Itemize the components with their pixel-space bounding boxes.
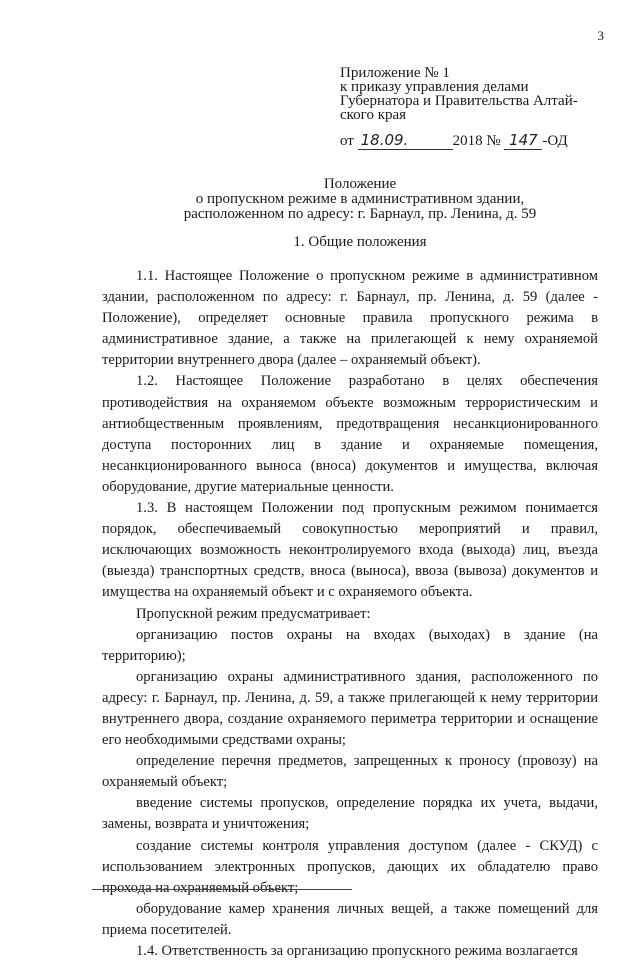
- paragraph: Пропускной режим предусматривает:: [136, 605, 371, 622]
- order-suffix: -ОД: [542, 133, 568, 149]
- order-prefix: от: [340, 133, 354, 149]
- title-line: о пропускном режиме в административном здании,: [195, 191, 525, 207]
- title-line: расположенном по адресу: г. Барнаул, пр. Ленина, д. 59: [183, 206, 537, 222]
- list-item: оборудование камер хранения личных вещей, а также помещений для приема посетителей.: [102, 900, 598, 938]
- order-date-handwritten: 18.09.: [358, 131, 453, 150]
- list-item: введение системы пропусков, определение порядка их учета, выдачи, замены, возврата и уничтожения;: [102, 795, 598, 833]
- section-heading: 1. Общие положения: [293, 234, 427, 250]
- appendix-block: [340, 66, 610, 122]
- appendix-line: ского края: [340, 107, 407, 123]
- paragraph: 1.2. Настоящее Положение разработано в целях обеспечения противодействия на охраняемом объекте возможным террористическим и антиобщественным проявлениям, предотвращения несанкционированного доступа посторонних лиц в здание и охраняемые помещения, несанкционированного выноса (вноса) документов и имущества, включая оборудование, другие материальные ценности.: [102, 373, 598, 495]
- footer-divider: [92, 889, 352, 890]
- list-item: создание системы контроля управления доступом (далее - СКУД) с использованием электронных пропусков, дающих их обладателю право прохода на охраняемый объект;: [102, 837, 598, 896]
- document-body: [102, 266, 598, 962]
- appendix-line: Приложение № 1: [340, 65, 450, 81]
- paragraph: 1.4. Ответственность за организацию пропускного режима возлагается: [136, 943, 578, 959]
- page-number: 3: [597, 28, 604, 43]
- document-title: [100, 177, 620, 222]
- title-line: Положение: [323, 176, 397, 192]
- list-item: организацию постов охраны на входах (выходах) в здание (на территорию);: [102, 626, 598, 664]
- appendix-line: к приказу управления делами: [340, 79, 529, 95]
- list-item: определение перечня предметов, запрещенных к проносу (провозу) на охраняемый объект;: [102, 753, 598, 791]
- order-year-number-label: 2018 №: [452, 133, 501, 149]
- appendix-line: Губернатора и Правительства Алтай-: [340, 93, 578, 109]
- order-number-handwritten: 147: [504, 131, 542, 150]
- paragraph: 1.1. Настоящее Положение о пропускном режиме в административном здании, расположенном по адресу: г. Барнаул, пр. Ленина, д. 59 (далее - Положение), определяет основные правила пропускного режима в административное здание, а также на прилегающей к нему охраняемой территории внутреннего двора (далее – охраняемый объект).: [102, 268, 598, 369]
- list-item: организацию охраны административного здания, расположенного по адресу: г. Барнаул, пр. Ленина, д. 59, а также прилегающей к нему территории внутреннего двора, создание охраняемого периметра территории и оснащение его необходимыми средствами охраны;: [102, 668, 598, 749]
- paragraph: 1.3. В настоящем Положении под пропускным режимом понимается порядок, обеспечиваемый совокупностью мероприятий и правил, исключающих возможность неконтролируемого входа (выхода) лиц, въезда (выезда) транспортных средств, вноса (выноса), ввоза (вывоза) документов и имущества на охраняемый объект и с охраняемого объекта.: [102, 500, 598, 601]
- order-reference: [340, 131, 568, 150]
